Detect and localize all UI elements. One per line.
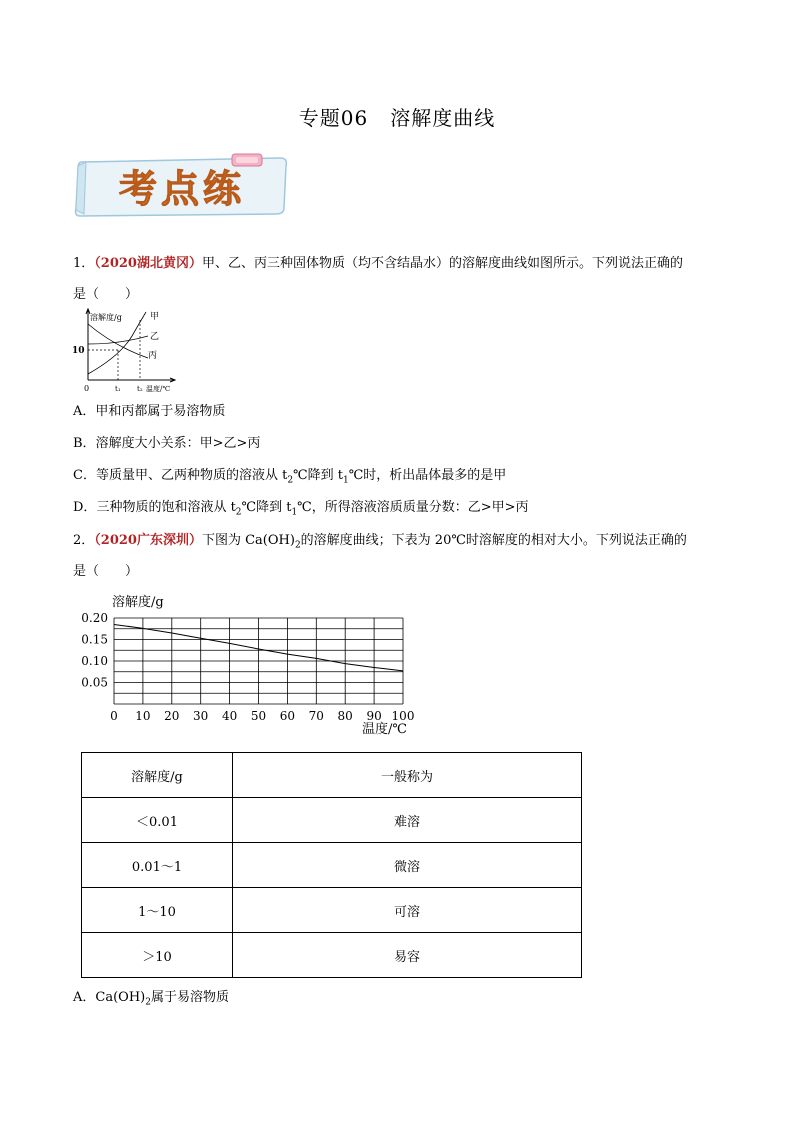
- q1-stem-cont: 是（ ）: [73, 287, 139, 302]
- q1-ytick: 10: [72, 346, 85, 356]
- q2-option-a: A．$Ca(OH)_2$属于易溶物质: [73, 990, 229, 1008]
- q2-xtick-label: 50: [250, 709, 267, 723]
- q1-label-jia: 甲: [150, 312, 160, 322]
- q2-xtick-label: 40: [221, 709, 238, 723]
- table-row: [82, 933, 582, 978]
- q2-source: （2020广东深圳）: [94, 533, 202, 548]
- q1-number: 1．: [73, 256, 95, 271]
- q2-yticks: [81, 611, 108, 690]
- table-cell: 1～10: [82, 888, 233, 933]
- solubility-class-table: [81, 752, 582, 978]
- title-main: 溶解度曲线: [390, 106, 496, 130]
- q2-ytick-label: 0.15: [81, 632, 108, 647]
- q2-xtick-label: 20: [164, 709, 180, 723]
- q2-ylabel: 溶解度/g: [112, 595, 164, 610]
- q2-xtick-label: 60: [279, 709, 296, 723]
- table-row: [82, 798, 582, 843]
- q2-xtick-label: 80: [337, 709, 353, 723]
- q1-source: （2020湖北黄冈）: [94, 256, 202, 271]
- q2-xticks: [110, 709, 414, 723]
- q2-xtick-label: 90: [366, 709, 382, 723]
- q2-ytick-label: 0.20: [81, 611, 108, 625]
- q2-number: 2．: [73, 533, 95, 548]
- binder-clip-icon: [232, 154, 262, 166]
- table-row: [82, 888, 582, 933]
- table-cell: 可溶: [233, 888, 582, 933]
- table-cell: 0.01～1: [82, 843, 233, 888]
- q1-xlabel: 温度/℃: [146, 385, 171, 393]
- q1-stem: [73, 252, 683, 271]
- q2-xtick-label: 70: [308, 709, 324, 723]
- table-header: 溶解度/g: [82, 753, 233, 798]
- table-header: 一般称为: [233, 753, 582, 798]
- table-cell: ＞10: [82, 933, 233, 978]
- table-cell: ＜0.01: [82, 798, 233, 843]
- table-row: [82, 843, 582, 888]
- q2-stem: 2．（2020广东深圳）下图为 $Ca(OH)_2$的溶解度曲线；下表为 20℃时溶解度的相对大小。下列说法正确的: [73, 533, 687, 551]
- q2-xtick-label: 0: [110, 709, 118, 723]
- q2-xlabel: 温度/℃: [362, 722, 407, 737]
- q1-stem-text: 甲、乙、丙三种固体物质（均不含结晶水）的溶解度曲线如图所示。下列说法正确的: [201, 256, 683, 271]
- q1-label-yi: 乙: [150, 332, 160, 342]
- q1-option-b: B．溶解度大小关系：甲>乙>丙: [73, 436, 261, 451]
- table-cell: 微溶: [233, 843, 582, 888]
- kaodianlian-banner: [72, 152, 294, 220]
- banner-text: 考点练: [118, 166, 246, 211]
- q2-ytick-label: 0.05: [81, 675, 108, 690]
- q1-origin: 0: [84, 384, 90, 393]
- q1-option-c: C．等质量甲、乙两种物质的溶液从 $t_2℃$降到 $t_1℃$时，析出晶体最多的是甲: [73, 468, 507, 486]
- q1-option-a: A．甲和丙都属于易溶物质: [73, 404, 226, 419]
- q1-xtick-t1: t₁: [115, 385, 121, 393]
- table-cell: 易容: [233, 933, 582, 978]
- q1-label-bing: 丙: [148, 351, 158, 361]
- q2-caoh2-solubility-chart: [70, 588, 430, 740]
- q1-curve-yi: [88, 336, 148, 344]
- table-cell: 难溶: [233, 798, 582, 843]
- q2-stem-cont: 是（ ）: [73, 564, 139, 579]
- q1-solubility-figure: [70, 306, 182, 394]
- q2-xtick-label: 30: [193, 709, 209, 723]
- q1-xtick-t2: t₂: [137, 385, 143, 393]
- q2-ytick-label: 0.10: [81, 654, 108, 668]
- q2-xtick-label: 10: [135, 709, 151, 723]
- table-header-row: [82, 753, 582, 798]
- page-title: [0, 102, 794, 131]
- title-prefix: 专题06: [298, 106, 369, 130]
- q1-option-d: D．三种物质的饱和溶液从 $t_2℃$降到 $t_1℃$，所得溶液溶质质量分数：乙>甲>丙: [73, 500, 529, 518]
- q2-xtick-label: 100: [391, 709, 415, 723]
- q1-ylabel: 溶解度/g: [90, 313, 122, 322]
